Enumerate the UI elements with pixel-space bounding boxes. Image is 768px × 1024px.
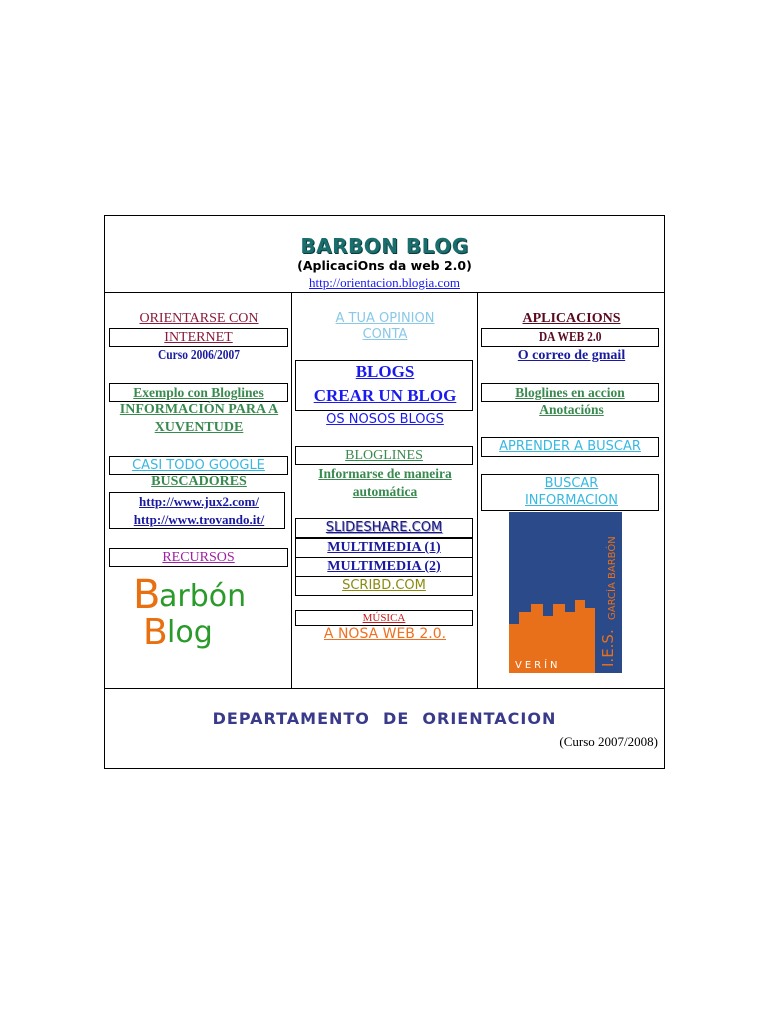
scribd-link[interactable]: SCRIBD.COM: [295, 576, 473, 596]
da-web-text: DA WEB 2.0: [538, 330, 602, 345]
exemplo-bloglines-link[interactable]: Exemplo con Bloglines: [109, 383, 288, 402]
bloglines-accion-link[interactable]: Bloglines en accion: [481, 383, 659, 402]
buscar-link[interactable]: BUSCAR: [544, 476, 599, 491]
logo-word-arbon: arbón: [159, 579, 247, 614]
informacion-xuventude-link-2[interactable]: XUVENTUDE: [154, 420, 244, 435]
jux2-link[interactable]: http://www.jux2.com/: [139, 494, 259, 509]
logo-garcia-barbon-text: GARCÍA BARBÓN: [607, 536, 618, 620]
departamento-heading: DEPARTAMENTO DE ORIENTACION: [212, 709, 557, 728]
bloglines-link[interactable]: BLOGLINES: [295, 446, 473, 465]
nosa-web-link[interactable]: A NOSA WEB 2.0.: [323, 626, 447, 642]
slideshare-link[interactable]: SLIDESHARE.COM: [295, 518, 473, 538]
informarse-link-2[interactable]: automática: [352, 484, 418, 499]
trovando-link[interactable]: http://www.trovando.it/: [133, 512, 265, 527]
curso-2006-text: Curso 2006/2007: [158, 348, 240, 363]
aprender-buscar-link[interactable]: APRENDER A BUSCAR: [481, 437, 659, 457]
barbon-blog-logo[interactable]: [129, 566, 269, 650]
page-title: BARBON BLOG: [300, 234, 469, 258]
buscadores-link[interactable]: BUSCADORES: [151, 474, 247, 489]
logo-ies-text: I.E.S.: [599, 629, 617, 667]
page-subtitle: (AplicaciOns da web 2.0): [297, 258, 472, 273]
anotacions-link[interactable]: Anotacións: [539, 402, 604, 417]
footer-divider: [105, 688, 664, 689]
logo-letter-b1: B: [133, 572, 161, 618]
tua-opinion-link-1[interactable]: A TUA OPINION: [335, 311, 435, 326]
aplicacions-link-1[interactable]: APLICACIONS: [522, 311, 621, 326]
internet-link[interactable]: INTERNET: [109, 328, 288, 347]
informacion-link[interactable]: INFORMACION: [524, 493, 619, 508]
aplicacions-link-2[interactable]: [481, 328, 659, 347]
column-divider-right: [477, 292, 478, 689]
casi-todo-google-link[interactable]: CASI TODO GOOGLE: [109, 456, 288, 475]
multimedia-2-link[interactable]: MULTIMEDIA (2): [295, 557, 473, 577]
ies-garcia-barbon-logo[interactable]: [509, 512, 622, 673]
main-table: [104, 215, 665, 769]
correo-gmail-link[interactable]: O correo de gmail: [517, 348, 626, 363]
os-nosos-blogs-link[interactable]: OS NOSOS BLOGS: [326, 412, 444, 427]
curso-2006-link[interactable]: [109, 348, 289, 364]
musica-link[interactable]: MÚSICA: [295, 610, 473, 626]
logo-word-log: log: [167, 615, 213, 650]
informarse-link-1[interactable]: Informarse de maneira: [318, 466, 452, 481]
recursos-link[interactable]: RECURSOS: [109, 548, 288, 567]
footer-curso: (Curso 2007/2008): [559, 734, 658, 749]
column-divider-left: [291, 292, 292, 689]
blog-url-link[interactable]: http://orientacion.blogia.com: [309, 275, 460, 290]
orientarse-link[interactable]: ORIENTARSE CON: [139, 311, 259, 326]
informacion-xuventude-link-1[interactable]: INFORMACIÓN PARA A: [119, 402, 279, 417]
logo-town-text: VERÍN: [515, 660, 561, 671]
logo-letter-b2: B: [143, 612, 168, 650]
crear-un-blog-link[interactable]: CREAR UN BLOG: [313, 386, 457, 405]
blogs-link[interactable]: BLOGS: [355, 362, 415, 381]
tua-opinion-link-2[interactable]: CONTA: [362, 327, 408, 342]
multimedia-1-link[interactable]: MULTIMEDIA (1): [295, 538, 473, 558]
header-divider: [105, 292, 664, 293]
